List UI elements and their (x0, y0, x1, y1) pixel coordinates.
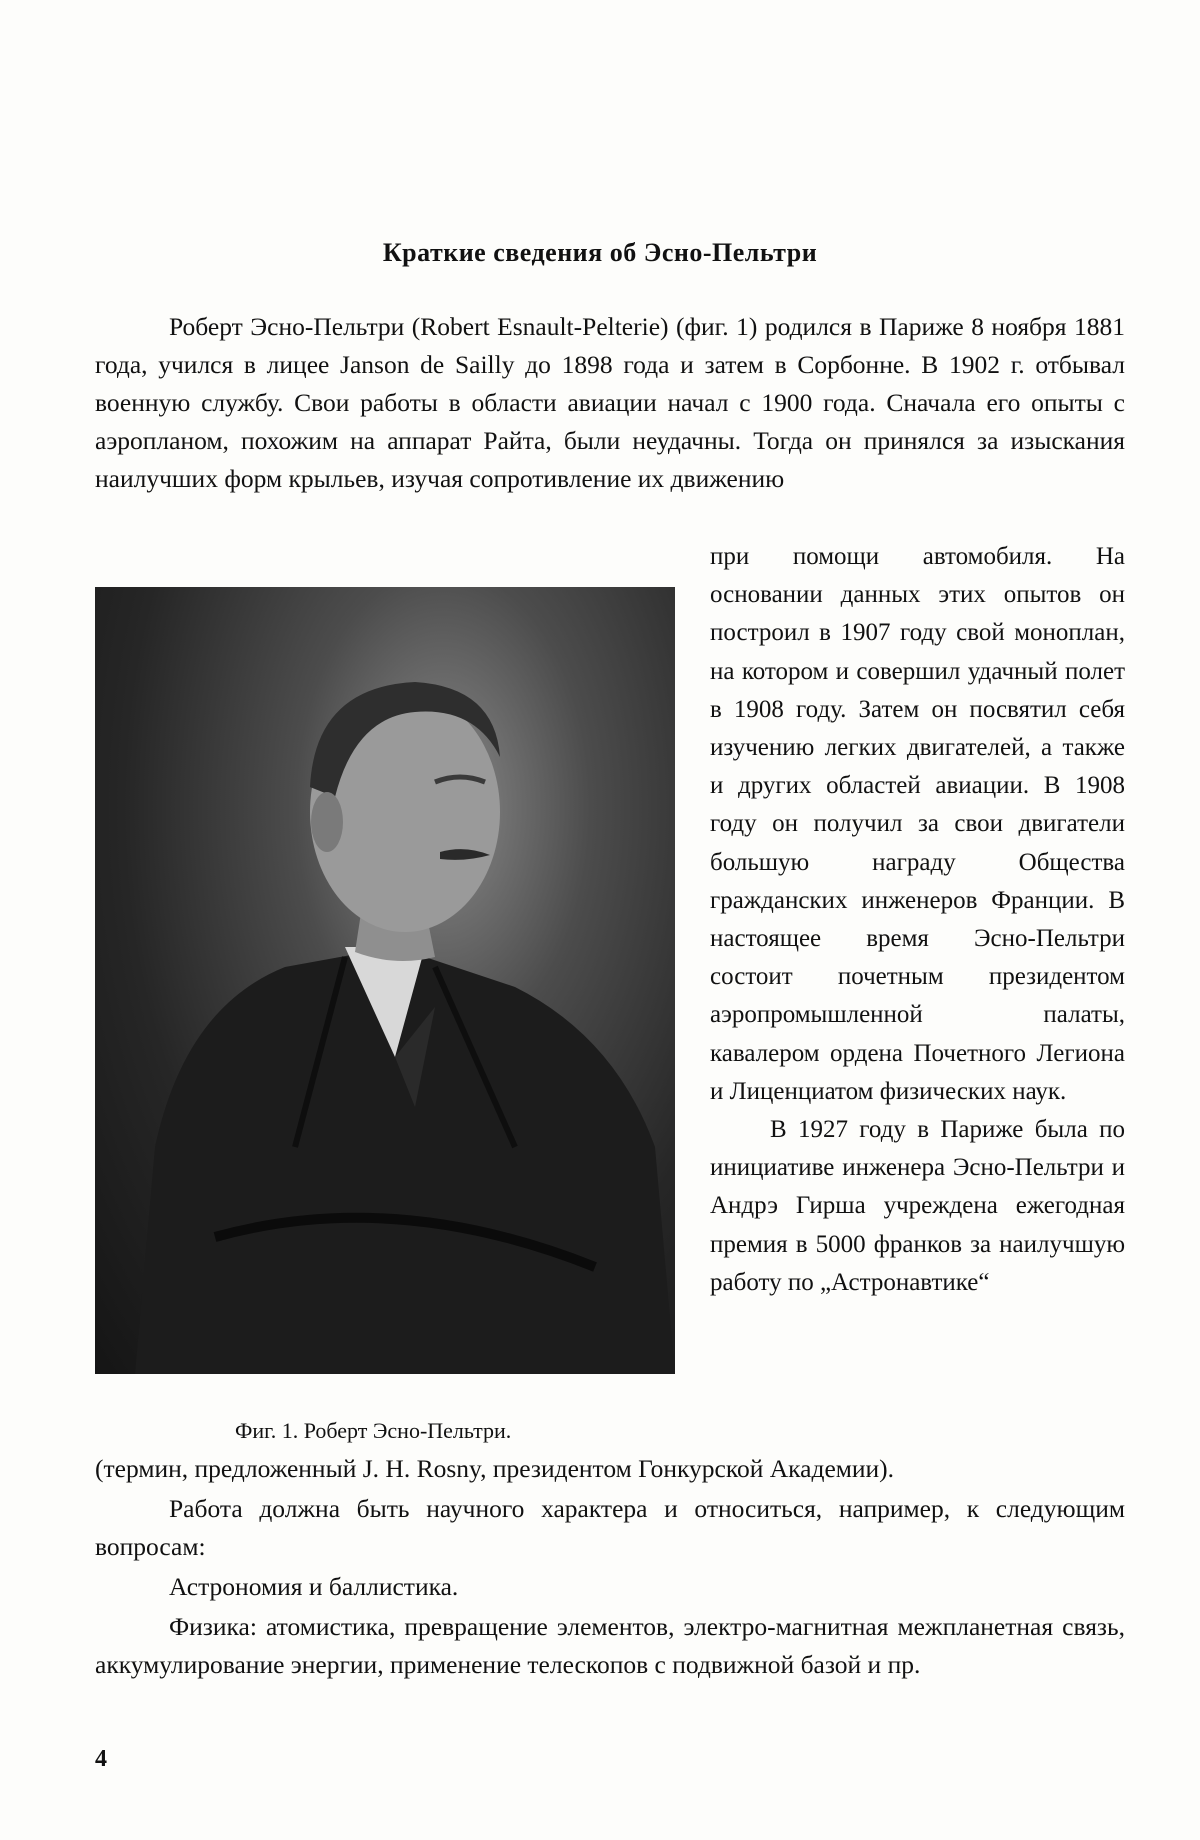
continuation-text: (термин, предложенный J. H. Rosny, президентом Гонкурской Академии). (95, 1454, 895, 1483)
topic-item: Астрономия и баллистика. (169, 1572, 459, 1601)
page-title: Краткие сведения об Эсно-Пельтри (382, 238, 818, 267)
side-text-prize: В 1927 году в Париже была по инициативе инженера Эсно-Пельтри и Андрэ Гирша учреждена ежегодная премия в 5000 франков за наилучшую работу по „Астронавтике“ (710, 1116, 1125, 1296)
side-text: при помощи автомобиля. На основании данных этих опытов он построил в 1907 году свой моноплан, на котором и совершил удачный полет в 1908 году. Затем он посвятил себя изучению легких двигателей, а также и других областей авиации. В 1908 году он получил за свои двигатели большую награду Общества гражданских инженеров Франции. В настоящее время Эсно-Пельтри состоит почетным президентом аэропромышленной палаты, кавалером ордена Почетного Легиона и Лиценциатом физических наук. (710, 543, 1125, 1105)
topic-item: Физика: атомистика, превращение элементов, электро-магнитная межпланетная связь, аккумулирование энергии, применение телескопов с подвижной базой и пр. (95, 1612, 1125, 1679)
intro-paragraph: Роберт Эсно-Пельтри (Robert Esnault-Pelterie) (фиг. 1) родился в Париже 8 ноября 1881 года, учился в лицее Janson de Sailly до 1898 года и затем в Сорбонне. В 1902 г. отбывал военную службу. Свои работы в области авиации начал с 1900 года. Сначала его опыты с аэропланом, похожим на аппарат Райта, были неудачны. Тогда он принялся за изыскания наилучших форм крыльев, изучая сопротивление их движению (95, 312, 1125, 493)
page-number: 4 (95, 1746, 107, 1772)
side-column (710, 538, 1125, 1302)
portrait-photo (95, 587, 675, 1374)
figure-caption: Фиг. 1. Роберт Эсно-Пельтри. (235, 1418, 512, 1443)
portrait-illustration (95, 587, 675, 1374)
work-paragraph: Работа должна быть научного характера и относиться, например, к следующим вопросам: (95, 1494, 1125, 1561)
